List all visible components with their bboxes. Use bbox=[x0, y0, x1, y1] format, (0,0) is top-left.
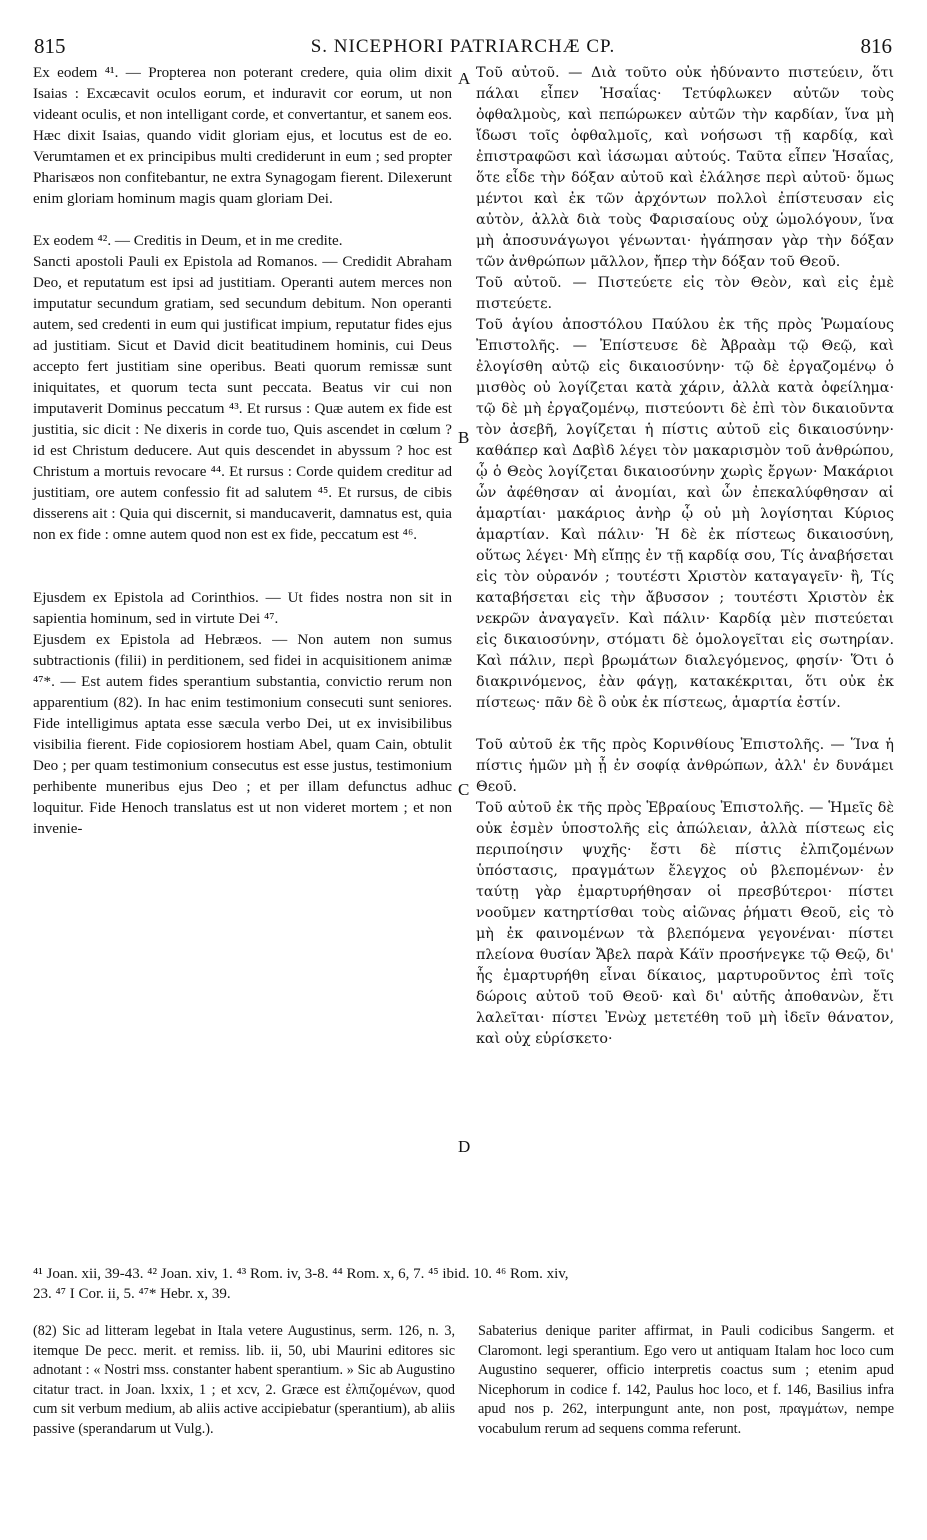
footnote-left bbox=[33, 1322, 455, 1440]
footnote-82: (82) Sic ad litteram legebat in Itala vetere Augustinus, serm. 126, n. 3, itemque De pecc. merit. et remiss. lib. ii, 50, ubi Maurini editores sic adnotant : « Nostri mss. constanter habent sperantium. » Sic ab Augustino citatur tract. in Joan. lxxix, 1 ; et xcv, 2. Græce est ἐλπιζομένων, quod cum sit verbum medium, ab aliis active accipiebatur (sperantium), ab aliis passive (sperandarum ut Vulg.). bbox=[33, 1323, 455, 1437]
latin-column bbox=[33, 63, 452, 840]
greek-paragraph-1: Τοῦ αὐτοῦ. — Διὰ τοῦτο οὐκ ἠδύναντο πιστεύειν, ὅτι πάλαι εἶπεν Ἡσαΐας· Τετύφλωκεν αὐτῶν τοὺς ὀφθαλμοὺς, καὶ πεπώρωκεν αὐτῶν τὴν καρδίαν, ἵνα μὴ ἴδωσι τοῖς ὀφθαλμοῖς, καὶ νοήσωσι τῇ καρδίᾳ, καὶ ἐπιστραφῶσι καὶ ἰάσωμαι αὐτούς. Ταῦτα εἶπεν Ἡσαΐας, ὅτε εἶδε τὴν δόξαν αὐτοῦ καὶ ἐλάλησε περὶ αὐτοῦ· ὅμως μέντοι καὶ ἐκ τῶν ἀρχόντων πολλοὶ ἐπίστευσαν εἰς αὐτὸν, ἀλλὰ διὰ τοὺς Φαρισαίους οὐχ ὡμολόγουν, ἵνα μὴ ἀποσυνάγωγοι γένωνται· ἠγάπησαν γὰρ τὴν δόξαν τῶν ἀνθρώπων μᾶλλον, ἤπερ τὴν δόξαν τοῦ Θεοῦ. bbox=[476, 65, 894, 270]
footnote-82-continued: Sabaterius denique pariter affirmat, in Pauli codicibus Sangerm. et Claromont. legi sperantium. Ego vero ut antiquam Italam hoc loco cum Augustino sequerer, officio interpretis coactus sum ; etenim apud Nicephorum in codice f. 142, Paulus hoc loco, et f. 146, Basilius infra apud nos p. 262, interpungunt ante, non post, πραγμάτων, nempe vocabulum rerum ad sequens comma referunt. bbox=[478, 1323, 894, 1437]
latin-paragraph-4: Ejusdem ex Epistola ad Corinthios. — Ut fides nostra non sit in sapientia hominum, sed in virtute Dei ⁴⁷. bbox=[33, 590, 452, 627]
running-title: S. NICEPHORI PATRIARCHÆ CP. bbox=[310, 36, 616, 57]
latin-paragraph-5: Ejusdem ex Epistola ad Hebræos. — Non autem non sumus subtractionis (filii) in perditionem, sed fidei in acquisitionem animæ ⁴⁷*. — Est autem fides sperantium substantia, convictio rerum non apparentium (82). In hac enim testimonium consecuti sunt seniores. Fide intelligimus aptata esse sæcula verbo Dei, ut ex invisibilibus visibilia fierent. Fide copiosiorem hostiam Abel, quam Cain, obtulit Deo ; per quam testimonium consecutus est esse justus, testimonium perhibente muneribus ejus Deo ; et per illam defunctus adhuc loquitur. Fide Henoch translatus est ut non videret mortem ; et non invenie- bbox=[33, 632, 452, 837]
greek-paragraph-5: Τοῦ αὐτοῦ ἐκ τῆς πρὸς Ἑβραίους Ἐπιστολῆς. — Ἡμεῖς δὲ οὐκ ἐσμὲν ὑποστολῆς εἰς ἀπώλειαν, ἀλλὰ πίστεως εἰς περιποίησιν ψυχῆς· ἔστι δὲ πίστις ἐλπιζομένων ὑπόστασις, πραγμάτων ἔλεγχος οὐ βλεπομένων· ἐν ταύτῃ γὰρ ἐμαρτυρήθησαν οἱ πρεσβύτεροι· πίστει νοοῦμεν κατηρτίσθαι τοὺς αἰῶνας ῥήματι Θεοῦ, εἰς τὸ μὴ ἐκ φαινομένων τὰ βλεπόμενα γεγονέναι· πίστει πλείονα θυσίαν Ἄβελ παρὰ Κάϊν προσήνεγκε τῷ Θεῷ, δι' ἧς ἐμαρτυρήθη εἶναι δίκαιος, μαρτυροῦντος ἐπὶ τοῖς δώροις αὐτοῦ τοῦ Θεοῦ· καὶ δι' αὐτῆς ἀποθανὼν, ἔτι λαλεῖται· πίστει Ἐνὼχ μετετέθη τοῦ μὴ ἰδεῖν θάνατον, καὶ οὐχ εὑρίσκετο· bbox=[476, 800, 894, 1047]
greek-paragraph-2: Τοῦ αὐτοῦ. — Πιστεύετε εἰς τὸν Θεὸν, καὶ εἰς ἐμὲ πιστεύετε. bbox=[476, 275, 894, 312]
margin-marker-d: D bbox=[458, 1137, 471, 1156]
latin-paragraph-2: Ex eodem ⁴². — Creditis in Deum, et in me credite. bbox=[33, 233, 343, 249]
running-header bbox=[34, 34, 892, 62]
scripture-references bbox=[33, 1264, 893, 1304]
greek-column bbox=[476, 63, 894, 1050]
margin-marker-a: A bbox=[458, 69, 471, 88]
margin-marker-c: C bbox=[458, 780, 470, 799]
references-line-2: 23. ⁴⁷ I Cor. ii, 5. ⁴⁷* Hebr. x, 39. bbox=[33, 1286, 231, 1302]
margin-marker-b: B bbox=[458, 428, 470, 447]
greek-paragraph-3: Τοῦ ἁγίου ἀποστόλου Παύλου ἐκ τῆς πρὸς Ῥωμαίους Ἐπιστολῆς. — Ἐπίστευσε δὲ Ἀβραὰμ τῷ Θεῷ, καὶ ἐλογίσθη αὐτῷ εἰς δικαιοσύνην· τῷ δὲ ἐργαζομένῳ ὁ μισθὸς οὐ λογίζεται κατὰ χάριν, ἀλλὰ κατὰ ὀφείλημα· τῷ δὲ μὴ ἐργαζομένῳ, πιστεύοντι δὲ ἐπὶ τὸν δικαιοῦντα τὸν ἀσεβῆ, λογίζεται ἡ πίστις αὐτοῦ εἰς δικαιοσύνην· καθάπερ καὶ Δαβὶδ λέγει τὸν μακαρισμὸν τοῦ ἀνθρώπου, ᾧ ὁ Θεὸς λογίζεται δικαιοσύνην χωρὶς ἔργων· Μακάριοι ὧν ἀφέθησαν αἱ ἀνομίαι, καὶ ὧν ἐπεκαλύφθησαν αἱ ἁμαρτίαι· μακάριος ἀνὴρ ᾧ οὐ μὴ λογίσηται Κύριος ἁμαρτίαν. Καὶ πάλιν· Ἡ δὲ ἐκ πίστεως δικαιοσύνη, οὕτως λέγει· Μὴ εἴπῃς ἐν τῇ καρδίᾳ σου, Τίς ἀναβήσεται εἰς τὸν οὐρανόν ; τουτέστι Χριστὸν καταγαγεῖν· ἢ, Τίς καταβήσεται εἰς τὴν ἄβυσσον ; τουτέστι Χριστὸν ἐκ νεκρῶν ἀναγαγεῖν. Καὶ πάλιν· Καρδίᾳ μὲν πιστεύεται εἰς δικαιοσύνην, στόματι δὲ ὁμολογεῖται εἰς σωτηρίαν. Καὶ πάλιν, περὶ βρωμάτων διαλεγόμενος, φησίν· Ὅτι ὁ διακρινόμενος, ἐὰν φάγῃ, κατακέκριται, ὅτι οὐκ ἐκ πίστεως· πᾶν δὲ ὃ οὐκ ἐκ πίστεως, ἁμαρτία ἐστίν. bbox=[476, 317, 894, 711]
references-line-1: ⁴¹ Joan. xii, 39-43. ⁴² Joan. xiv, 1. ⁴³ Rom. iv, 3-8. ⁴⁴ Rom. x, 6, 7. ⁴⁵ ibid. 10. ⁴⁶ Rom. xiv, bbox=[33, 1266, 569, 1282]
page-number-right: 816 bbox=[860, 34, 892, 58]
page-number-left: 815 bbox=[34, 34, 66, 58]
latin-paragraph-3: Sancti apostoli Pauli ex Epistola ad Romanos. — Credidit Abraham Deo, et reputatum est ipsi ad justitiam. Operanti autem merces non imputatur secundum gratiam, sed secundum debitum. Non operanti autem, sed credenti in eum qui justificat impium, reputatur fides ejus ad justitiam. Sicut et David dicit beatitudinem hominis, cui Deus accepto fert justitiam sine operibus. Beati quorum remissæ sunt iniquitates, et quorum tecta sunt peccata. Beatus vir cui non imputaverit Dominus peccatum ⁴³. Et rursus : Quæ autem ex fide est justitia, sic dicit : Ne dixeris in corde tuo, Quis ascendet in cœlum ? id est Christum deducere. Aut quis descendet in abyssum ? hoc est Christum a mortuis revocare ⁴⁴. Et rursus : Corde quidem creditur ad justitiam, ore autem confessio fit ad salutem ⁴⁵. Et rursus, de cibis disserens ait : Quia qui discernit, si manducaverit, damnatus est, quia non ex fide : omne autem quod non est ex fide, peccatum est ⁴⁶. bbox=[33, 254, 452, 543]
greek-paragraph-4: Τοῦ αὐτοῦ ἐκ τῆς πρὸς Κορινθίους Ἐπιστολῆς. — Ἵνα ἡ πίστις ἡμῶν μὴ ᾖ ἐν σοφίᾳ ἀνθρώπων, ἀλλ' ἐν δυνάμει Θεοῦ. bbox=[476, 737, 894, 795]
footnote-right bbox=[478, 1322, 894, 1440]
latin-paragraph-1: Ex eodem ⁴¹. — Propterea non poterant credere, quia olim dixit Isaias : Excæcavit oculos eorum, et induravit cor eorum, ut non videant oculis, et non intelligant corde, et convertantur, et sanem eos. Hæc dixit Isaias, quando vidit gloriam ejus, et locutus est de eo. Verumtamen et ex principibus multi crediderunt in eum ; sed propter Pharisæos non confitebantur, ne extra Synagogam fierent. Dilexerunt enim gloriam hominum magis quam gloriam Dei. bbox=[33, 65, 452, 207]
